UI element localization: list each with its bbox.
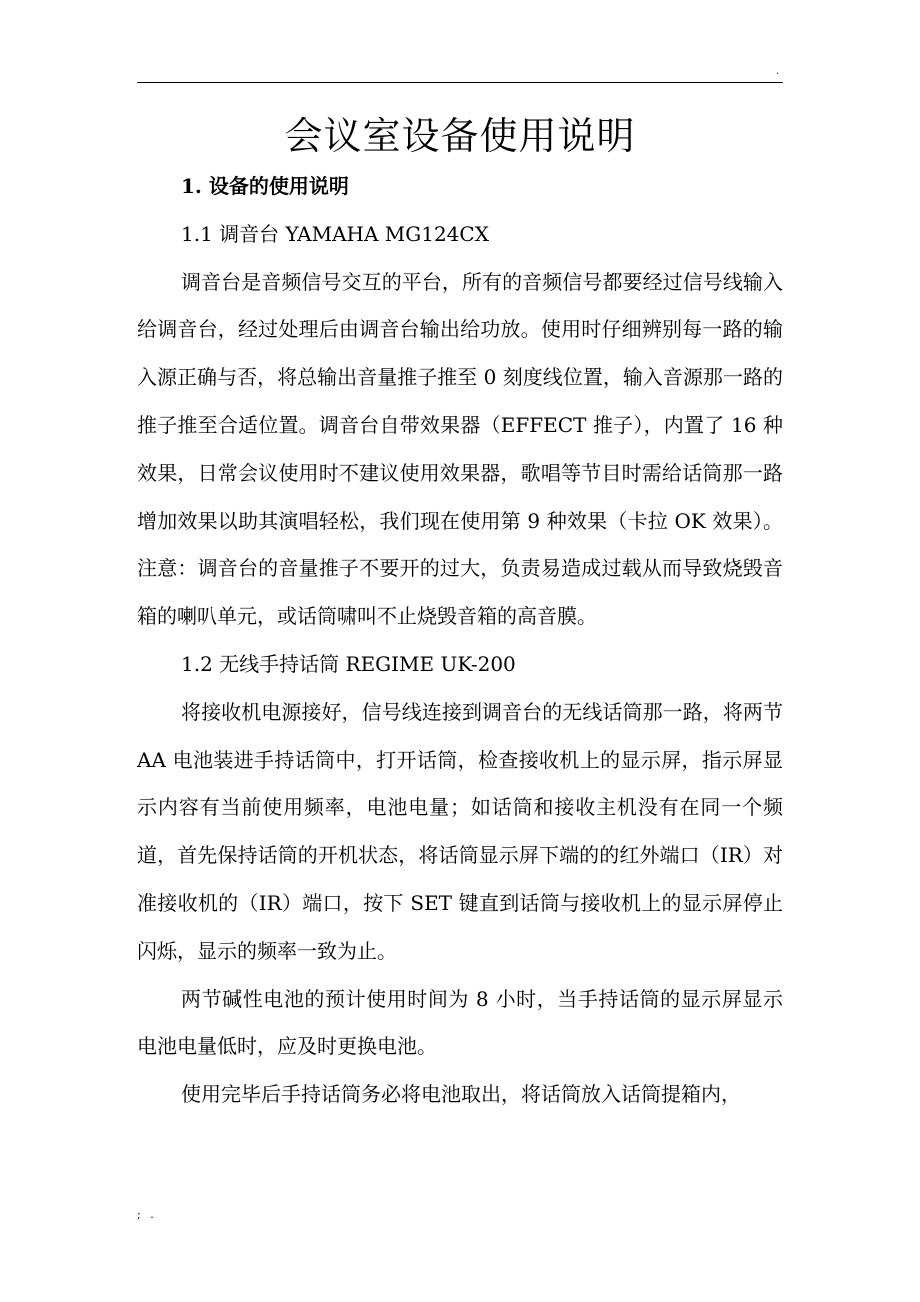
section-1-2-paragraph-2: 两节碱性电池的预计使用时间为 8 小时，当手持话筒的显示屏显示电池电量低时，应及时更换电池。 (137, 986, 783, 1059)
section-1-2-paragraph-3: 使用完毕后手持话筒务必将电池取出，将话筒放入话筒提箱内， (181, 1082, 741, 1107)
section-1-2-paragraph-1: 将接收机电源接好，信号线连接到调音台的无线话筒那一路，将两节 AA 电池装进手持话筒中，打开话筒，检查接收机上的显示屏，指示屏显示内容有当前使用频率，电池电量；如话筒和接收主机没有在同一个频道，首先保持话筒的开机状态，将话筒显示屏下端的的红外端口（IR）对准接收机的（IR）端口，按下 SET 键直到话筒与接收机上的显示屏停止闪烁，显示的频率一致为止。 (137, 699, 783, 963)
page-title: 会议室设备使用说明 (284, 114, 636, 158)
header-mark: . (776, 66, 780, 77)
document-body (137, 163, 783, 1119)
header-rule (137, 82, 783, 83)
section-1-heading: 1. 设备的使用说明 (181, 174, 349, 198)
section-1-2-heading: 1.2 无线手持话筒 REGIME UK-200 (181, 651, 516, 676)
section-1-1-heading: 1.1 调音台 YAMAHA MG124CX (181, 221, 489, 246)
footer-mark: ; . (137, 1208, 157, 1221)
section-1-1-paragraph: 调音台是音频信号交互的平台，所有的音频信号都要经过信号线输入给调音台，经过处理后由调音台输出给功放。使用时仔细辨别每一路的输入源正确与否，将总输出音量推子推至 0 刻度线位置，输入音源那一路的推子推至合适位置。调音台自带效果器（EFFECT 推子），内置了 16 种效果，日常会议使用时不建议使用效果器，歌唱等节目时需给话筒那一路增加效果以助其演唱轻松，我们现在使用第 9 种效果（卡拉 OK 效果）。注意：调音台的音量推子不要开的过大，负责易造成过载从而导致烧毁音箱的喇叭单元，或话筒啸叫不止烧毁音箱的高音膜。 (137, 269, 783, 629)
